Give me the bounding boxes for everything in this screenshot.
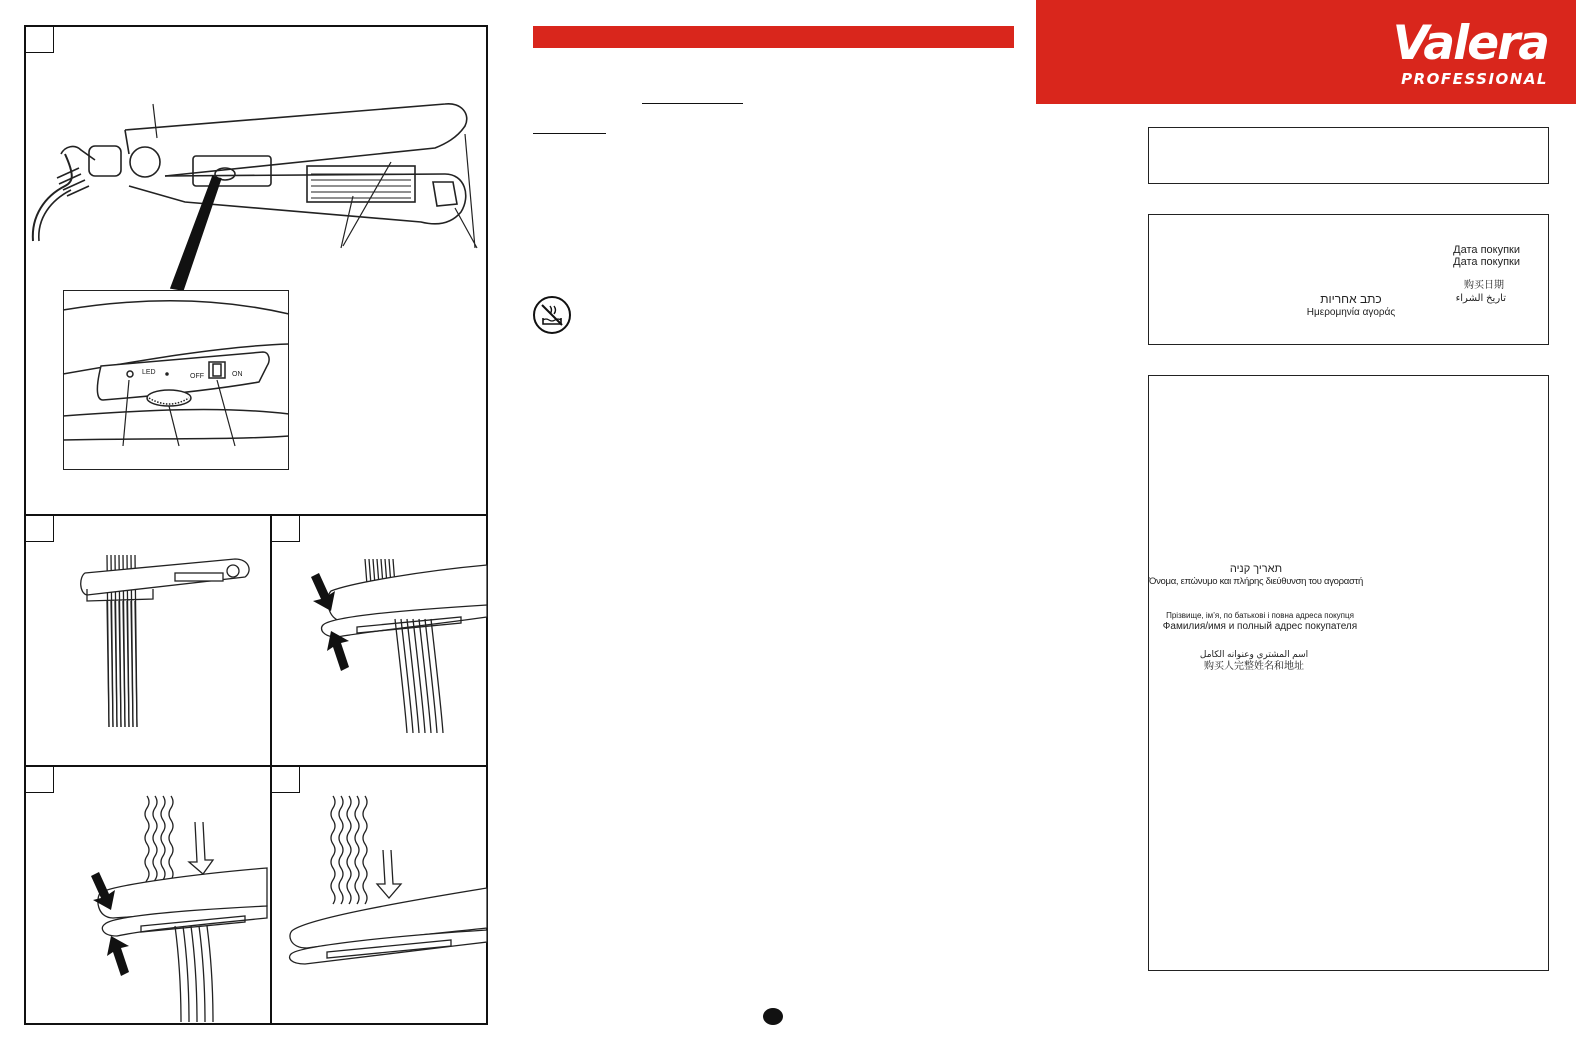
underline-2 [533,133,606,134]
buyer-ar: اسم المشتري وعنوانه الكامل [1199,649,1309,659]
buyer-ru: Фамилия/имя и полный адрес покупателя [1162,621,1358,632]
brand-logo-name: Valera [1392,16,1548,71]
figure-2-drawing [25,515,271,766]
buyer-info-box [1148,375,1549,971]
buyer-el: Όνομα, επώνυμο και πλήρης διεύθυνση του αγοραστή [1149,576,1363,587]
figure-4-drawing [25,766,271,1024]
warranty-card-he: כתב אחריות [1320,292,1382,306]
purchase-date-ru-2: Дата покупки [1453,256,1520,268]
page-number-marker [763,1008,783,1025]
control-panel-zoom-drawing [63,290,289,470]
section-header-bar [533,26,1014,48]
buyer-uk: Прізвище, ім’я, по батькові і повна адреса покупця [1166,611,1354,620]
inset-led-label: LED [142,369,156,376]
brand-logo-subtitle: PROFESSIONAL [1401,70,1548,88]
purchase-date-el: Ημερομηνία αγοράς [1306,307,1396,318]
purchase-date-ar: تاريخ الشراء [1455,293,1506,304]
brand-header [1036,0,1576,104]
buyer-he: תאריך קניה [1229,563,1283,575]
purchase-date-zh: 购买日期 [1464,280,1504,291]
no-water-bath-icon [533,296,571,334]
figure-5-drawing [271,766,487,1024]
figure-3-drawing [271,515,487,766]
underline-1 [642,103,743,104]
inset-off-label: OFF [190,373,204,380]
purchase-date-box [1148,214,1549,345]
buyer-zh: 购买人完整姓名和地址 [1204,661,1304,672]
model-entry-box [1148,127,1549,184]
inset-on-label: ON [232,371,243,378]
purchase-date-ru-1: Дата покупки [1453,244,1520,256]
